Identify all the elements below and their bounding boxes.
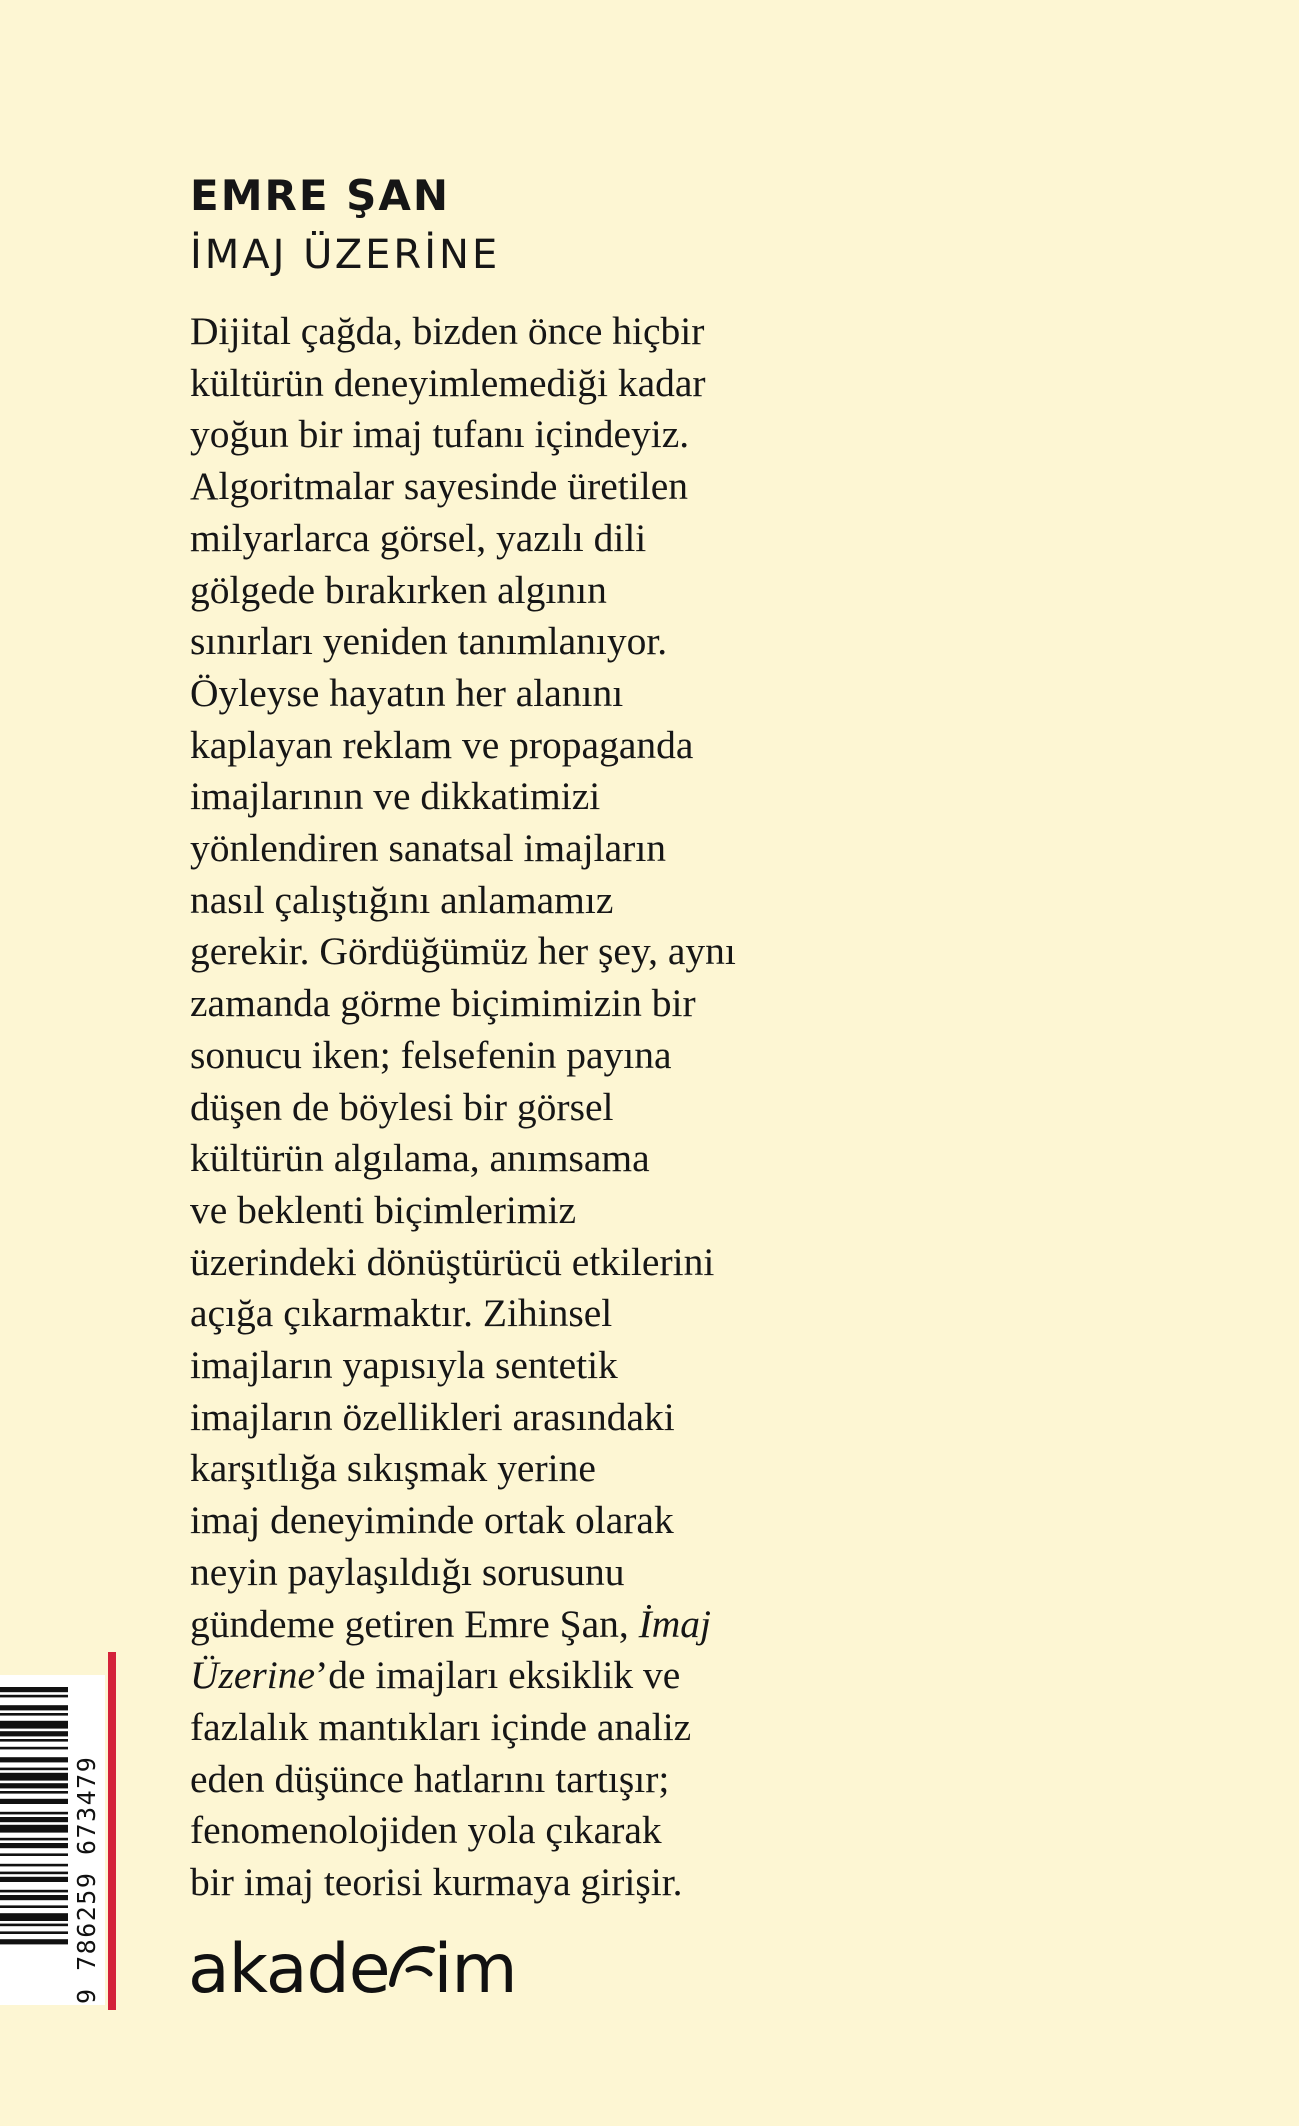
back-cover-text	[190, 170, 850, 1909]
publisher-logo-mark-icon	[388, 1930, 436, 1982]
barcode-bar	[0, 1825, 68, 1833]
barcode-bar	[0, 1799, 68, 1804]
blurb	[190, 306, 850, 1909]
barcode-bar	[0, 1812, 68, 1815]
barcode-bar	[0, 1773, 68, 1781]
barcode-bar	[0, 1687, 68, 1692]
blurb-line: eden düşünce hatlarını tartışır;	[190, 1756, 670, 1801]
barcode-bar	[0, 1913, 68, 1921]
barcode-bar	[0, 1853, 68, 1856]
barcode-bar	[0, 1890, 68, 1893]
barcode-bar	[0, 1838, 68, 1841]
barcode-bar	[0, 1817, 68, 1822]
barcode-bar	[0, 1905, 68, 1908]
blurb-line: bir imaj teorisi kurmaya girişir.	[190, 1860, 683, 1905]
blurb-text: ’de imajları eksiklik ve	[315, 1653, 681, 1698]
blurb-line: açığa çıkarmaktır. Zihinsel	[190, 1291, 613, 1336]
barcode-bar	[0, 1783, 68, 1788]
blurb-text: gündeme getiren Emre Şan,	[190, 1601, 639, 1646]
publisher-logo-text: im	[433, 1930, 517, 2009]
barcode-bar	[0, 1731, 68, 1736]
book-title-inline: Üzerine	[190, 1653, 316, 1698]
barcode-bar	[0, 1931, 68, 1934]
barcode-bar	[0, 1695, 68, 1698]
blurb-line: üzerindeki dönüştürücü etkilerini	[190, 1239, 715, 1284]
blurb-line: Dijital çağda, bizden önce hiçbir	[190, 309, 705, 353]
blurb-line	[190, 1650, 850, 1702]
barcode-bar	[0, 1872, 68, 1875]
blurb-line: nasıl çalıştığını anlamamız	[190, 877, 614, 922]
barcode-bar	[0, 1721, 68, 1729]
blurb-line: milyarlarca görsel, yazılı dili	[190, 515, 647, 560]
blurb-line: Algoritmalar sayesinde üretilen	[190, 464, 688, 509]
blurb-line: sınırları yeniden tanımlanıyor.	[190, 619, 668, 664]
barcode-bar	[0, 1739, 68, 1742]
blurb-line: kültürün algılama, anımsama	[190, 1136, 650, 1181]
barcode-bar	[0, 1791, 68, 1794]
blurb-line: yoğun bir imaj tufanı içindeyiz.	[190, 412, 690, 457]
barcode-bar	[0, 1757, 68, 1762]
blurb-line: fenomenolojiden yola çıkarak	[190, 1808, 662, 1853]
barcode-bar	[0, 1713, 68, 1716]
blurb-line: kaplayan reklam ve propaganda	[190, 722, 694, 767]
blurb-line: gölgede bırakırken algının	[190, 567, 607, 612]
barcode-bars	[0, 1687, 68, 1997]
blurb-line: imajların yapısıyla sentetik	[190, 1343, 618, 1388]
barcode-bar	[0, 1939, 68, 1944]
blurb-line: Öyleyse hayatın her alanını	[190, 670, 624, 715]
blurb-line: imaj deneyiminde ortak olarak	[190, 1498, 674, 1543]
blurb-line: düşen de böylesi bir görsel	[190, 1084, 614, 1129]
accent-stripe	[108, 1652, 116, 2010]
blurb-line: neyin paylaşıldığı sorusunu	[190, 1549, 625, 1594]
book-title-inline: İmaj	[638, 1601, 712, 1646]
author-name: EMRE ŞAN	[190, 171, 451, 220]
barcode-bar	[0, 1843, 68, 1848]
barcode-bar	[0, 1864, 68, 1867]
blurb-line: kültürün deneyimlemediği kadar	[190, 360, 706, 405]
blurb-line: imajların özellikleri arasındaki	[190, 1394, 675, 1439]
barcode-bar	[0, 1747, 68, 1750]
blurb-line: sonucu iken; felsefenin payına	[190, 1032, 672, 1077]
isbn-number: 9 786259 673479	[72, 1755, 101, 2004]
blurb-line	[190, 1599, 850, 1651]
blurb-line: ve beklenti biçimlerimiz	[190, 1187, 577, 1232]
blurb-line: yönlendiren sanatsal imajların	[190, 826, 667, 871]
barcode-bar	[0, 1768, 68, 1771]
barcode-bar	[0, 1705, 68, 1710]
blurb-line: zamanda görme biçimimizin bir	[190, 981, 696, 1026]
blurb-line: fazlalık mantıkları içinde analiz	[190, 1704, 692, 1749]
barcode-bar	[0, 1877, 68, 1882]
publisher-logo	[188, 1930, 517, 2010]
book-title: İMAJ ÜZERİNE	[190, 232, 501, 278]
blurb-line: karşıtlığa sıkışmak yerine	[190, 1446, 596, 1491]
publisher-logo-text: akade	[188, 1930, 390, 2009]
barcode-bar	[0, 1895, 68, 1900]
barcode-bar	[0, 1924, 68, 1927]
blurb-line: gerekir. Gördüğümüz her şey, aynı	[190, 929, 736, 974]
blurb-line: imajlarının ve dikkatimizi	[190, 774, 601, 819]
